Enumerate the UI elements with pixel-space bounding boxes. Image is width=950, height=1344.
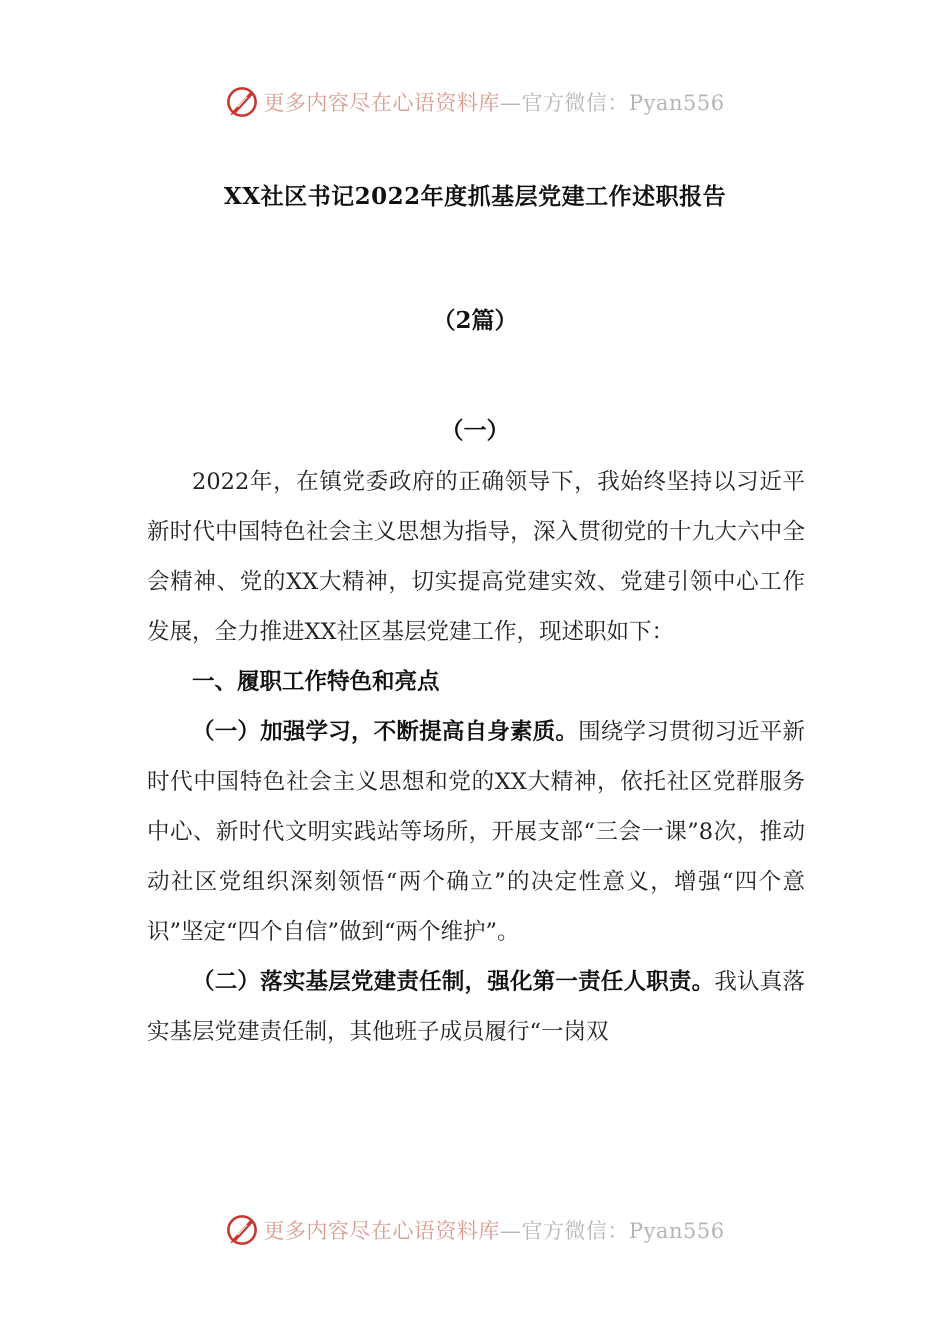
watermark-text [263, 1215, 724, 1245]
watermark-main: 更多内容尽在心语资料库 [263, 1219, 500, 1243]
watermark-separator: — [499, 91, 522, 115]
watermark-suffix: 官方微信：Pyan556 [521, 91, 725, 115]
document-subtitle: （2篇） [432, 307, 518, 334]
section-heading: 一、履职工作特色和亮点 [192, 669, 440, 695]
document-body [147, 457, 805, 1057]
watermark-main: 更多内容尽在心语资料库 [263, 91, 500, 115]
intro-paragraph: 2022年，在镇党委政府的正确领导下，我始终坚持以习近平新时代中国特色社会主义思想为指导，深入贯彻党的十九大六中全会精神、党的XX大精神，切实提高党建实效、党建引领中心工作发展，全力推进XX社区基层党建工作，现述职如下： [147, 469, 805, 645]
item-1-body: 围绕学习贯彻习近平新时代中国特色社会主义思想和党的XX大精神，依托社区党群服务中心、新时代文明实践站等场所，开展支部“三会一课”8次，推动动社区党组织深刻领悟“两个确立”的决定性意义，增强“四个意识”坚定“四个自信”做到“两个维护”。 [147, 719, 805, 945]
watermark-text [263, 87, 724, 117]
watermark-banner-top [0, 82, 950, 122]
section-marker: （一） [440, 417, 510, 444]
item-2-paragraph [147, 957, 805, 1057]
watermark-separator: — [499, 1219, 522, 1243]
quill-pen-icon [225, 85, 259, 119]
document-title: XX社区书记2022年度抓基层党建工作述职报告 [223, 183, 727, 210]
quill-pen-icon [225, 1213, 259, 1247]
watermark-suffix: 官方微信：Pyan556 [521, 1219, 725, 1243]
item-2-body: 我认真落实基层党建责任制，其他班子成员履行“一岗双 [147, 969, 805, 1045]
item-2-title: （二）落实基层党建责任制，强化第一责任人职责。 [192, 969, 715, 995]
watermark-banner-bottom [0, 1210, 950, 1250]
item-1-title: （一）加强学习，不断提高自身素质。 [192, 719, 579, 745]
item-1-paragraph [147, 707, 805, 957]
